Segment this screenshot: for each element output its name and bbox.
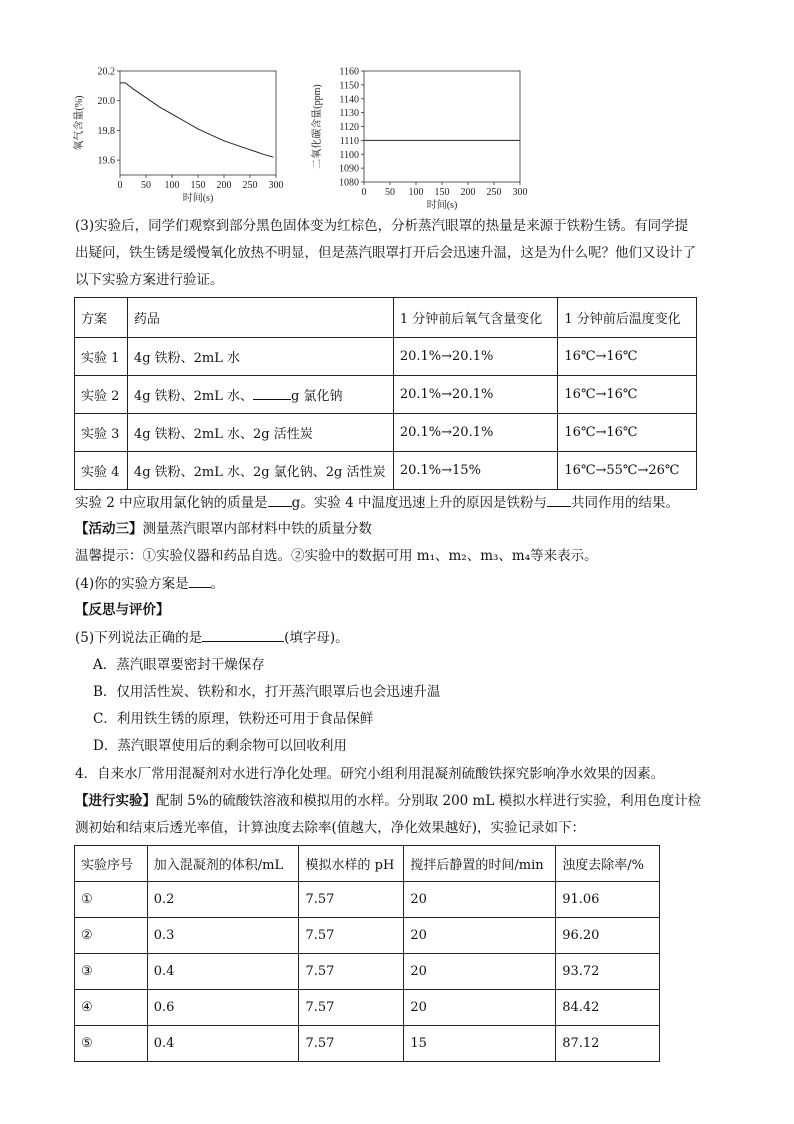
experiment-table-2 — [74, 845, 660, 1062]
q3-line-1: (3)实验后，同学们观察到部分黑色固体变为红棕色，分析蒸汽眼罩的热量是来源于铁粉生锈。有同学提 — [75, 218, 689, 234]
table-cell: 16℃→16℃ — [558, 376, 697, 414]
y-tick-label: 1090 — [339, 163, 359, 175]
table-cell: 20 — [404, 882, 556, 918]
table-cell: 0.4 — [147, 1026, 299, 1062]
table1-header: 方案 — [75, 298, 128, 338]
table-cell: 实验 1 — [75, 338, 128, 376]
experiment-table-1 — [74, 297, 697, 490]
reason-blank[interactable] — [547, 492, 571, 507]
table-cell: 15 — [404, 1026, 556, 1062]
table-cell: ③ — [75, 954, 148, 990]
x-tick-label: 250 — [242, 180, 258, 191]
q4-end: 。 — [210, 576, 225, 592]
q4-line — [75, 573, 224, 594]
table-cell: 93.72 — [556, 954, 660, 990]
table1-header: 1 分钟前后温度变化 — [558, 298, 697, 338]
x-tick-label: 300 — [512, 187, 528, 198]
x-tick-label: 200 — [460, 187, 476, 198]
table1-header: 1 分钟前后氧气含量变化 — [393, 298, 558, 338]
table-row — [75, 882, 660, 918]
table-cell: 4g 铁粉、2mL 水、2g 活性炭 — [127, 414, 393, 452]
activity-3-text: 测量蒸汽眼罩内部材料中铁的质量分数 — [142, 521, 372, 537]
q3-line-2: 出疑问，铁生锈是缓慢氧化放热不明显，但是蒸汽眼罩打开后会迅速升温，这是为什么呢？他们又设计了 — [75, 245, 696, 261]
x-tick-label: 100 — [408, 187, 424, 198]
table1-header-row — [75, 298, 697, 338]
table-cell: 0.2 — [147, 882, 299, 918]
after-table-text-b: g。实验 4 中温度迅速上升的原因是铁粉与 — [291, 495, 547, 511]
table-cell: ⑤ — [75, 1026, 148, 1062]
table-cell: 7.57 — [299, 1026, 404, 1062]
series-line — [120, 83, 273, 157]
table-cell: 87.12 — [556, 1026, 660, 1062]
x-axis-label: 时间(s) — [426, 200, 458, 211]
table2-header: 实验序号 — [75, 846, 148, 882]
table-cell: 7.57 — [299, 882, 404, 918]
experiment-text-1: 配制 5%的硫酸铁溶液和模拟用的水样。分别取 200 mL 模拟水样进行实验，利用色度计检 — [156, 793, 702, 809]
table-cell: 20 — [404, 918, 556, 954]
y-axis-label: 氧气含量(%) — [74, 95, 85, 151]
table-cell: 7.57 — [299, 918, 404, 954]
q5-blank[interactable] — [202, 627, 284, 642]
table-cell: 4g 铁粉、2mL 水 — [127, 338, 393, 376]
table-cell: 20.1%→15% — [393, 452, 558, 490]
y-tick-label: 1150 — [339, 80, 359, 92]
table-row — [75, 954, 660, 990]
table-cell: 16℃→16℃ — [558, 414, 697, 452]
table-cell: 20.1%→20.1% — [393, 338, 558, 376]
q5-text-end: (填字母)。 — [284, 630, 349, 646]
x-tick-label: 0 — [117, 180, 123, 191]
table-cell: 实验 3 — [75, 414, 128, 452]
y-tick-label: 1120 — [339, 122, 359, 133]
table2-header-row — [75, 846, 660, 882]
oxygen-chart-svg — [72, 62, 292, 212]
table2-header: 加入混凝剂的体积/mL — [147, 846, 299, 882]
table-cell: 实验 2 — [75, 376, 128, 414]
y-tick-label: 1100 — [339, 149, 359, 161]
table-row — [75, 414, 697, 452]
nacl-mass-blank[interactable] — [268, 492, 292, 507]
y-tick-label: 1130 — [339, 108, 359, 120]
q4-text: (4)你的实验方案是 — [75, 576, 189, 592]
table-cell: 16℃→55℃→26℃ — [558, 452, 697, 490]
y-tick-label: 20.0 — [97, 96, 115, 108]
table-cell: 4g 铁粉、2mL 水、2g 氯化钠、2g 活性炭 — [127, 452, 393, 490]
plot-frame — [120, 71, 276, 175]
q5-text: (5)下列说法正确的是 — [75, 630, 203, 646]
table-row — [75, 990, 660, 1026]
table-cell — [127, 376, 393, 414]
table-cell: 96.20 — [556, 918, 660, 954]
table-cell: 0.3 — [147, 918, 299, 954]
table-cell: ② — [75, 918, 148, 954]
after-table-line — [75, 492, 679, 513]
y-tick-label: 19.8 — [97, 125, 115, 137]
table2-header: 模拟水样的 pH — [299, 846, 404, 882]
y-axis-label: 二氧化碳含量(ppm) — [312, 84, 323, 169]
y-tick-label: 1140 — [339, 94, 359, 106]
co2-chart-svg — [308, 62, 533, 212]
x-tick-label: 150 — [434, 187, 450, 198]
table1-header: 药品 — [127, 298, 393, 338]
q4-blank[interactable] — [189, 573, 211, 588]
x-tick-label: 300 — [268, 180, 284, 191]
y-tick-label: 1080 — [339, 177, 359, 189]
table-cell: 实验 4 — [75, 452, 128, 490]
x-tick-label: 100 — [164, 180, 180, 191]
x-tick-label: 250 — [486, 187, 502, 198]
table-cell: 91.06 — [556, 882, 660, 918]
table-row — [75, 376, 697, 414]
table-cell: 16℃→16℃ — [558, 338, 697, 376]
question-4-line: 4．自来水厂常用混凝剂对水进行净化处理。研究小组利用混凝剂硫酸铁探究影响净水效果的因素。 — [75, 766, 665, 782]
x-axis-label: 时间(s) — [182, 193, 214, 204]
activity-3-line — [75, 519, 372, 539]
x-tick-label: 0 — [361, 187, 367, 198]
option-c: C．利用铁生锈的原理，铁粉还可用于食品保鲜 — [93, 711, 374, 727]
table-cell: ④ — [75, 990, 148, 1026]
y-tick-label: 20.2 — [97, 66, 115, 78]
x-tick-label: 50 — [141, 180, 151, 191]
co2-chart — [308, 62, 533, 212]
table-row — [75, 1026, 660, 1062]
after-table-text-a: 实验 2 中应取用氯化钠的质量是 — [75, 495, 268, 511]
activity-3-label: 【活动三】 — [75, 521, 143, 537]
table-cell-text: 4g 铁粉、2mL 水、 — [133, 389, 254, 404]
table-row — [75, 452, 697, 490]
table-cell: 20 — [404, 954, 556, 990]
table-cell: 0.4 — [147, 954, 299, 990]
experiment-line-2: 测初始和结束后透光率值，计算浊度去除率(值越大，净化效果越好)，实验记录如下： — [75, 820, 586, 836]
table-row — [75, 338, 697, 376]
oxygen-chart — [72, 62, 292, 212]
table-cell: 84.42 — [556, 990, 660, 1026]
table-cell: 20 — [404, 990, 556, 1026]
sodium-chloride-blank[interactable] — [253, 385, 291, 400]
x-tick-label: 50 — [385, 187, 395, 198]
q5-line — [75, 627, 349, 648]
experiment-label: 【进行实验】 — [75, 793, 156, 809]
table-cell: 20.1%→20.1% — [393, 414, 558, 452]
reflection-heading: 【反思与评价】 — [75, 602, 170, 618]
y-tick-label: 1160 — [339, 66, 359, 78]
table2-header: 搅拌后静置的时间/min — [404, 846, 556, 882]
table-row — [75, 918, 660, 954]
x-tick-label: 150 — [190, 180, 206, 191]
table-cell: 0.6 — [147, 990, 299, 1026]
y-tick-label: 19.6 — [97, 155, 115, 167]
plot-frame — [364, 71, 520, 182]
option-a: A．蒸汽眼罩要密封干燥保存 — [93, 657, 265, 673]
table-cell: 7.57 — [299, 990, 404, 1026]
tip-line: 温馨提示：①实验仪器和药品自选。②实验中的数据可用 m₁、m₂、m₃、m₄等来表示。 — [75, 548, 598, 564]
table-cell: ① — [75, 882, 148, 918]
experiment-line-1 — [75, 791, 701, 811]
after-table-text-c: 共同作用的结果。 — [571, 495, 679, 511]
option-d: D．蒸汽眼罩使用后的剩余物可以回收利用 — [93, 738, 347, 754]
x-tick-label: 200 — [216, 180, 232, 191]
table-cell: 20.1%→20.1% — [393, 376, 558, 414]
table2-header: 浊度去除率/% — [556, 846, 660, 882]
table-cell-suffix: g 氯化钠 — [291, 389, 343, 404]
y-tick-label: 1110 — [339, 135, 359, 147]
table-cell: 7.57 — [299, 954, 404, 990]
option-b: B．仅用活性炭、铁粉和水，打开蒸汽眼罩后也会迅速升温 — [93, 684, 441, 700]
q3-line-3: 以下实验方案进行验证。 — [75, 272, 224, 288]
